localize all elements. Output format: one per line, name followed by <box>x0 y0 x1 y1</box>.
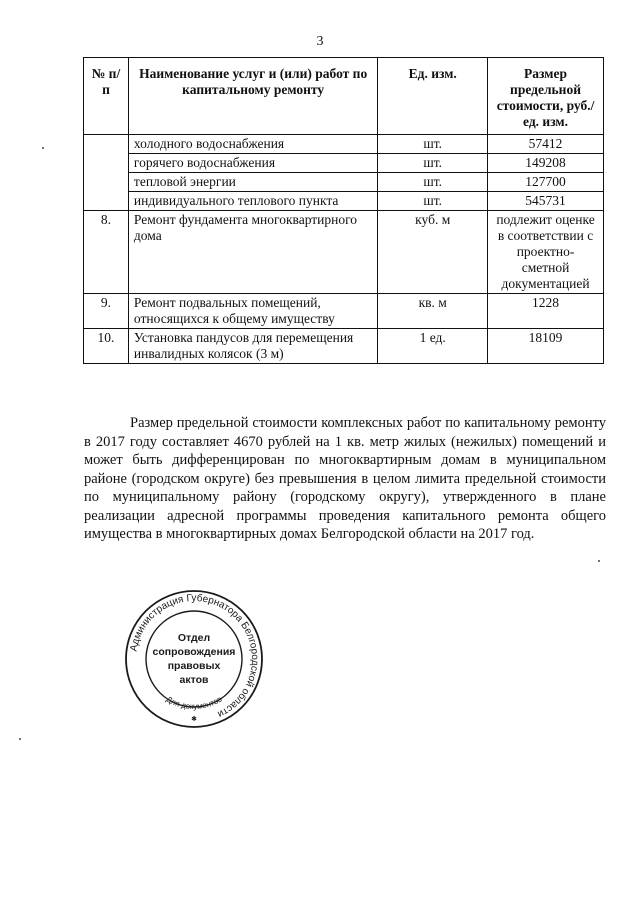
scan-speck <box>19 738 21 740</box>
table-cell-price: 545731 <box>488 192 604 211</box>
header-price: Размер предельной стоимости, руб./ед. изм. <box>488 58 604 135</box>
table-cell-unit: куб. м <box>378 211 488 294</box>
table-cell-name: Установка пандусов для перемещения инвалидных колясок (3 м) <box>128 329 377 364</box>
stamp-bottom-text: Для документов <box>164 694 224 712</box>
services-table <box>83 57 604 364</box>
table-cell-num: 8. <box>84 211 129 294</box>
stamp-line: сопровождения <box>152 646 236 658</box>
table-cell-unit: шт. <box>378 154 488 173</box>
table-row <box>84 173 604 192</box>
table-cell-num <box>84 135 129 211</box>
table-row <box>84 294 604 329</box>
table-cell-unit: шт. <box>378 135 488 154</box>
table-header-row <box>84 58 604 135</box>
scan-speck <box>598 560 600 562</box>
table-cell-name: Ремонт фундамента многоквартирного дома <box>128 211 377 294</box>
svg-text:✱: ✱ <box>191 715 197 723</box>
table-row <box>84 211 604 294</box>
table-cell-num: 9. <box>84 294 129 329</box>
stamp-line: правовых <box>167 660 221 672</box>
stamp-ring-text: Администрация Губернатора Белгородской области <box>128 592 261 720</box>
stamp-line: Отдел <box>177 632 211 644</box>
table-cell-name: тепловой энергии <box>128 173 377 192</box>
table-row <box>84 329 604 364</box>
table-cell-price: 1228 <box>488 294 604 329</box>
table-row <box>84 135 604 154</box>
header-num: № п/п <box>84 58 129 135</box>
table-cell-price: 18109 <box>488 329 604 364</box>
table-cell-unit: шт. <box>378 173 488 192</box>
table-cell-price: 57412 <box>488 135 604 154</box>
header-unit: Ед. изм. <box>378 58 488 135</box>
table-cell-name: горячего водоснабжения <box>128 154 377 173</box>
table-cell-price: 149208 <box>488 154 604 173</box>
svg-text:Для документов <box>165 695 224 711</box>
page-number: 3 <box>316 34 324 49</box>
header-name: Наименование услуг и (или) работ по капитальному ремонту <box>128 58 377 135</box>
official-stamp <box>124 589 264 729</box>
stamp-line: актов <box>179 674 209 686</box>
table-row <box>84 154 604 173</box>
table-cell-unit: кв. м <box>378 294 488 329</box>
table-cell-name: холодного водоснабжения <box>128 135 377 154</box>
table-cell-name: индивидуального теплового пункта <box>128 192 377 211</box>
table-cell-price: 127700 <box>488 173 604 192</box>
table-row <box>84 192 604 211</box>
table-cell-unit: 1 ед. <box>378 329 488 364</box>
table-cell-price: подлежит оценке в соответствии с проектно-сметной документацией <box>488 211 604 294</box>
scan-speck <box>42 147 44 149</box>
table-cell-name: Ремонт подвальных помещений, относящихся к общему имуществу <box>128 294 377 329</box>
body-paragraph: Размер предельной стоимости комплексных работ по капитальному ремонту в 2017 году составляет 4670 рублей на 1 кв. метр жилых (нежилых) помещений и может быть дифференцирован по многоквартирным домам в муниципальном районе (городском округе) без превышения в целом лимита предельной стоимости по муниципальному району (городскому округу), утвержденного в плане реализации адресной программы проведения капитального ремонта общего имущества в многоквартирных домах Белгородской области на 2017 год. <box>84 415 606 542</box>
table-cell-unit: шт. <box>378 192 488 211</box>
table-cell-num: 10. <box>84 329 129 364</box>
